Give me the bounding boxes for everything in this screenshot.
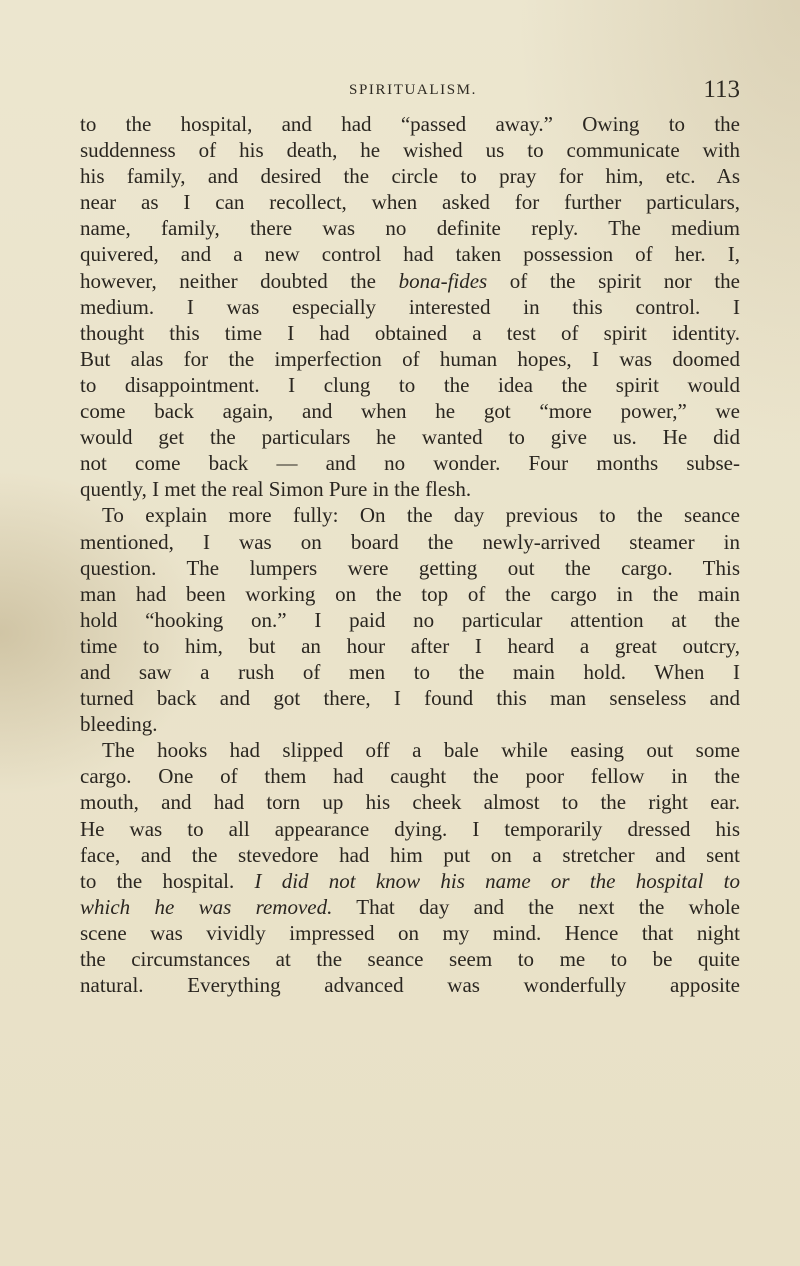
text-line [80,894,740,920]
text-line: near as I can recollect, when asked for further particulars, [80,190,740,215]
text-line: turned back and got there, I found this man senseless and [80,686,740,711]
running-head: SPIRITUALISM. [349,82,477,98]
text-line: face, and the stevedore had him put on a stretcher and sent [80,842,740,867]
text-line: and saw a rush of men to the main hold. When I [80,659,740,684]
body-text [80,111,740,998]
text-line: man had been working on the top of the cargo in the main [80,581,740,606]
text-line: his family, and desired the circle to pray for him, etc. As [80,164,740,189]
text-line: to the hospital, and had “passed away.” Owing to the [80,112,740,136]
text-line [80,268,740,294]
text-line: would get the particulars he wanted to give us. He did [80,425,740,450]
text-line: suddenness of his death, he wished us to communicate with [80,138,740,163]
text-run: of the spirit nor the [487,268,741,293]
text-line: bleeding. [80,712,158,737]
text-line: thought this time I had obtained a test of spirit identity. [80,320,740,345]
text-line: scene was vividly impressed on my mind. Hence that night [80,920,740,945]
page-header [86,76,740,110]
text-line [80,868,740,894]
text-line: But alas for the imperfection of human hopes, I was doomed [80,346,740,371]
text-line: To explain more fully: On the day previous to the seance [102,503,740,528]
page-number: 113 [703,76,740,103]
text-line: name, family, there was no definite reply. The medium [80,216,740,241]
text-line: natural. Everything advanced was wonderfully apposite [80,973,740,998]
text-line: mentioned, I was on board the newly-arrived steamer in [80,529,740,554]
italic-phrase: which he was removed. [80,894,333,919]
text-line: He was to all appearance dying. I temporarily dressed his [80,816,740,841]
text-run: to the hospital. [80,868,255,893]
text-line: the circumstances at the seance seem to me to be quite [80,947,740,971]
text-line: quently, I met the real Simon Pure in the flesh. [80,477,472,502]
text-run: however, neither doubted the [80,268,399,293]
text-line: come back again, and when he got “more power,” we [80,399,740,424]
text-line: quivered, and a new control had taken possession of her. I, [80,242,740,267]
text-line: question. The lumpers were getting out the cargo. This [80,555,740,580]
text-line: not come back — and no wonder. Four months subse- [80,451,740,476]
text-line: medium. I was especially interested in this control. I [80,294,740,319]
text-line: hold “hooking on.” I paid no particular attention at the [80,607,740,632]
text-line: cargo. One of them had caught the poor fellow in the [80,764,740,789]
text-line: mouth, and had torn up his cheek almost to the right ear. [80,790,740,815]
text-run: That day and the next the whole [332,894,740,919]
text-line: The hooks had slipped off a bale while easing out some [102,738,740,763]
italic-phrase: I did not know his name or the hospital to [254,868,740,893]
text-line: to disappointment. I clung to the idea the spirit would [80,372,740,397]
text-line: time to him, but an hour after I heard a great outcry, [80,633,740,658]
italic-term: bona-fides [398,268,488,293]
